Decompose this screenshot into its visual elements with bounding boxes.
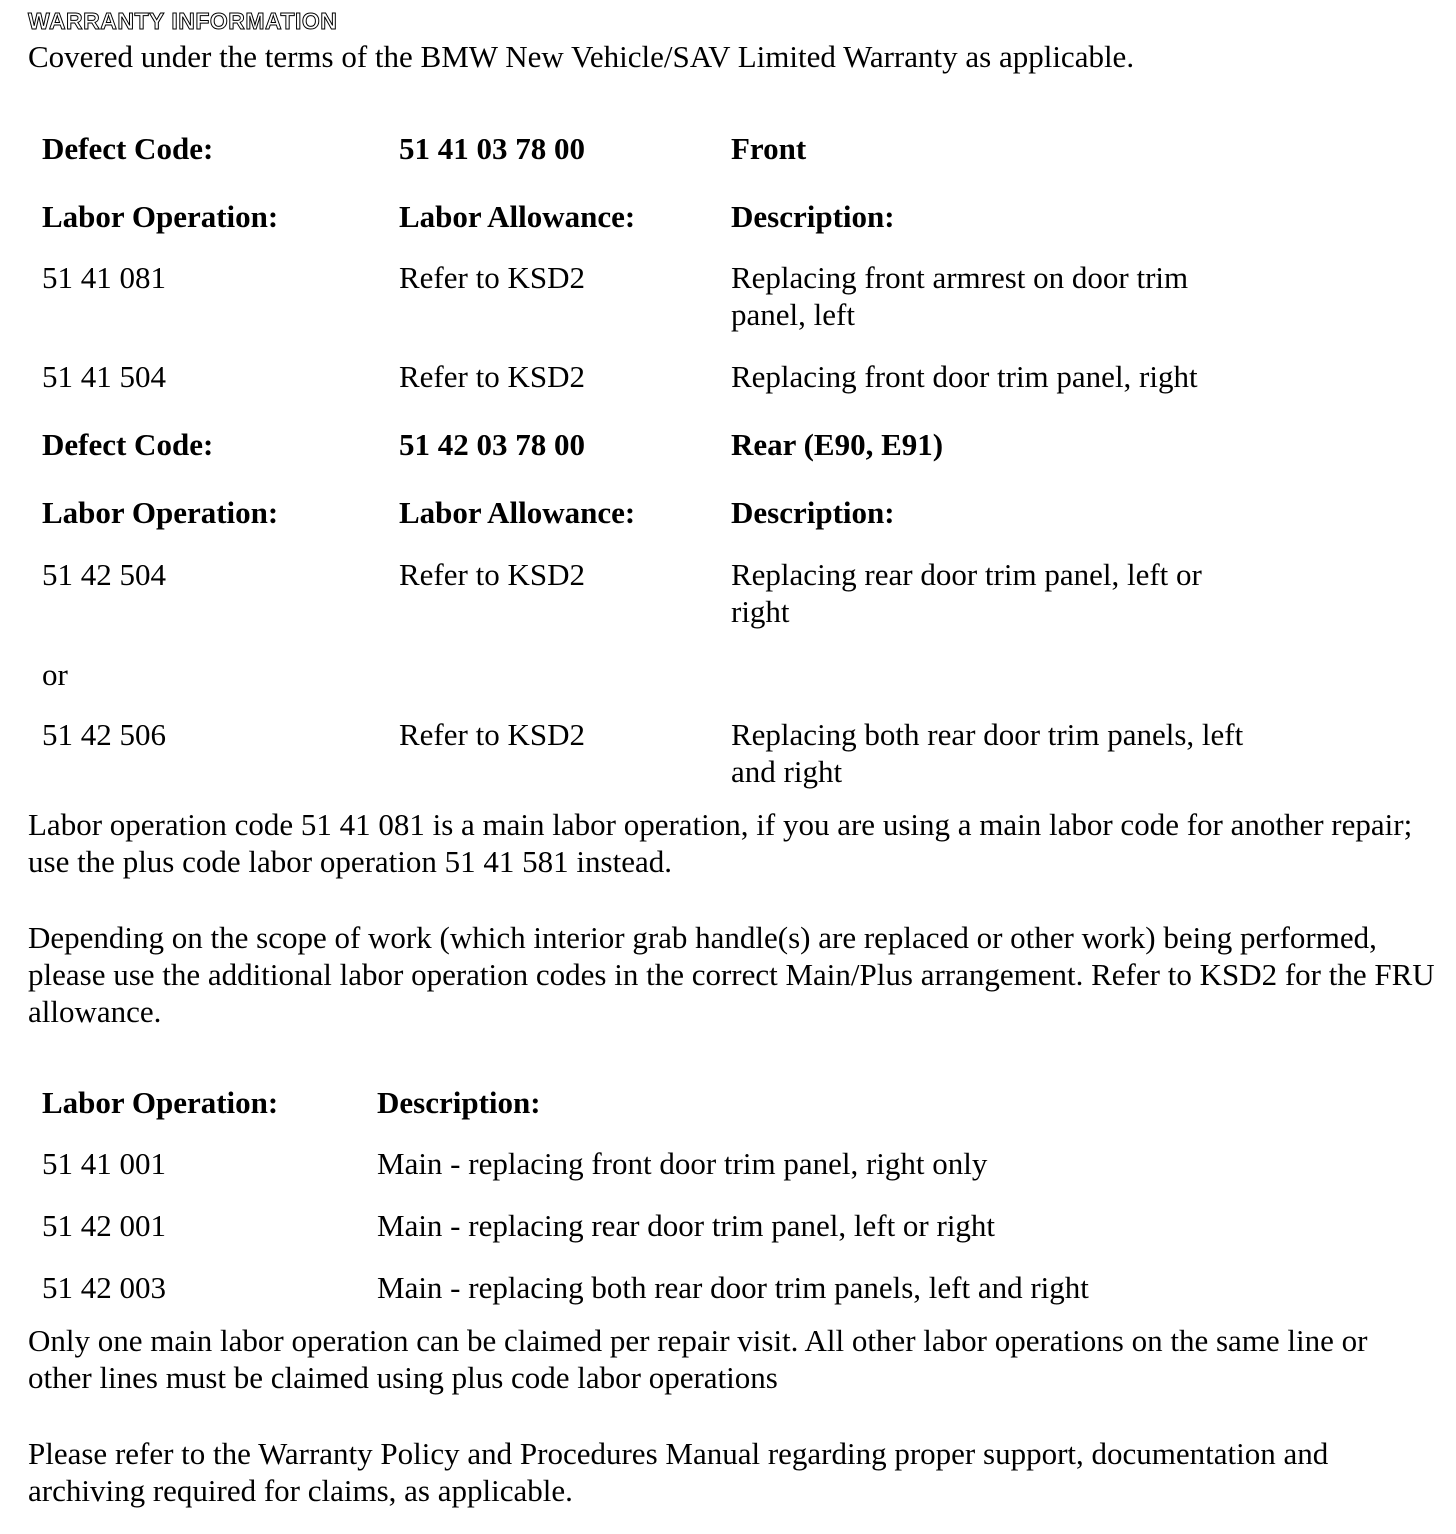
labor-description-line2: and right xyxy=(731,754,843,789)
labor-operation-code: 51 42 504 xyxy=(42,557,166,592)
labor-operation-code: 51 41 001 xyxy=(42,1146,166,1181)
rear-defect-label: Defect Code: xyxy=(42,427,214,462)
labor-description-line2: panel, left xyxy=(731,297,855,332)
warranty-heading: WARRANTY INFORMATION xyxy=(28,8,338,34)
policy-manual-note: Please refer to the Warranty Policy and Procedures Manual regarding proper support, documentation and archiving required for claims, as applicable. xyxy=(28,1436,1329,1508)
labor-description-line1: Replacing both rear door trim panels, left xyxy=(731,717,1244,752)
labor-operation-code: 51 42 506 xyxy=(42,717,166,752)
additional-header-operation: Labor Operation: xyxy=(42,1085,279,1120)
labor-operation-code: 51 42 003 xyxy=(42,1270,166,1305)
labor-description: Main - replacing both rear door trim panels, left and right xyxy=(377,1270,1089,1305)
warranty-intro: Covered under the terms of the BMW New Vehicle/SAV Limited Warranty as applicable. xyxy=(28,39,1135,74)
labor-operation-code: 51 42 001 xyxy=(42,1208,166,1243)
front-header-description: Description: xyxy=(731,199,895,234)
labor-allowance: Refer to KSD2 xyxy=(399,260,585,295)
labor-allowance: Refer to KSD2 xyxy=(399,557,585,592)
labor-operation-code: 51 41 504 xyxy=(42,359,166,394)
labor-allowance: Refer to KSD2 xyxy=(399,717,585,752)
front-header-allowance: Labor Allowance: xyxy=(399,199,636,234)
rear-defect-code: 51 42 03 78 00 xyxy=(399,427,585,462)
labor-description-line1: Replacing rear door trim panel, left or xyxy=(731,557,1202,592)
front-header-operation: Labor Operation: xyxy=(42,199,279,234)
rear-defect-area: Rear (E90, E91) xyxy=(731,427,944,462)
labor-description-line1: Replacing front armrest on door trim xyxy=(731,260,1189,295)
main-code-note: Labor operation code 51 41 081 is a main labor operation, if you are using a main labor code for another repair; use the plus code labor operation 51 41 581 instead. xyxy=(28,807,1413,879)
scope-note: Depending on the scope of work (which interior grab handle(s) are replaced or other work) being performed, please use the additional labor operation codes in the correct Main/Plus arrangement. Refer to KSD2 for the FRU allowance. xyxy=(28,920,1435,1029)
labor-description-line2: right xyxy=(731,594,790,629)
front-defect-label: Defect Code: xyxy=(42,131,214,166)
labor-description: Main - replacing rear door trim panel, left or right xyxy=(377,1208,996,1243)
labor-description-line1: Replacing front door trim panel, right xyxy=(731,359,1198,394)
rear-header-allowance: Labor Allowance: xyxy=(399,495,636,530)
front-defect-code: 51 41 03 78 00 xyxy=(399,131,585,166)
labor-allowance: Refer to KSD2 xyxy=(399,359,585,394)
one-main-operation-note: Only one main labor operation can be claimed per repair visit. All other labor operations on the same line or other lines must be claimed using plus code labor operations xyxy=(28,1323,1368,1395)
labor-operation-code: 51 41 081 xyxy=(42,260,166,295)
rear-header-description: Description: xyxy=(731,495,895,530)
rear-header-operation: Labor Operation: xyxy=(42,495,279,530)
or-separator: or xyxy=(42,657,68,692)
labor-description: Main - replacing front door trim panel, right only xyxy=(377,1146,988,1181)
front-defect-area: Front xyxy=(731,131,807,166)
additional-header-description: Description: xyxy=(377,1085,541,1120)
